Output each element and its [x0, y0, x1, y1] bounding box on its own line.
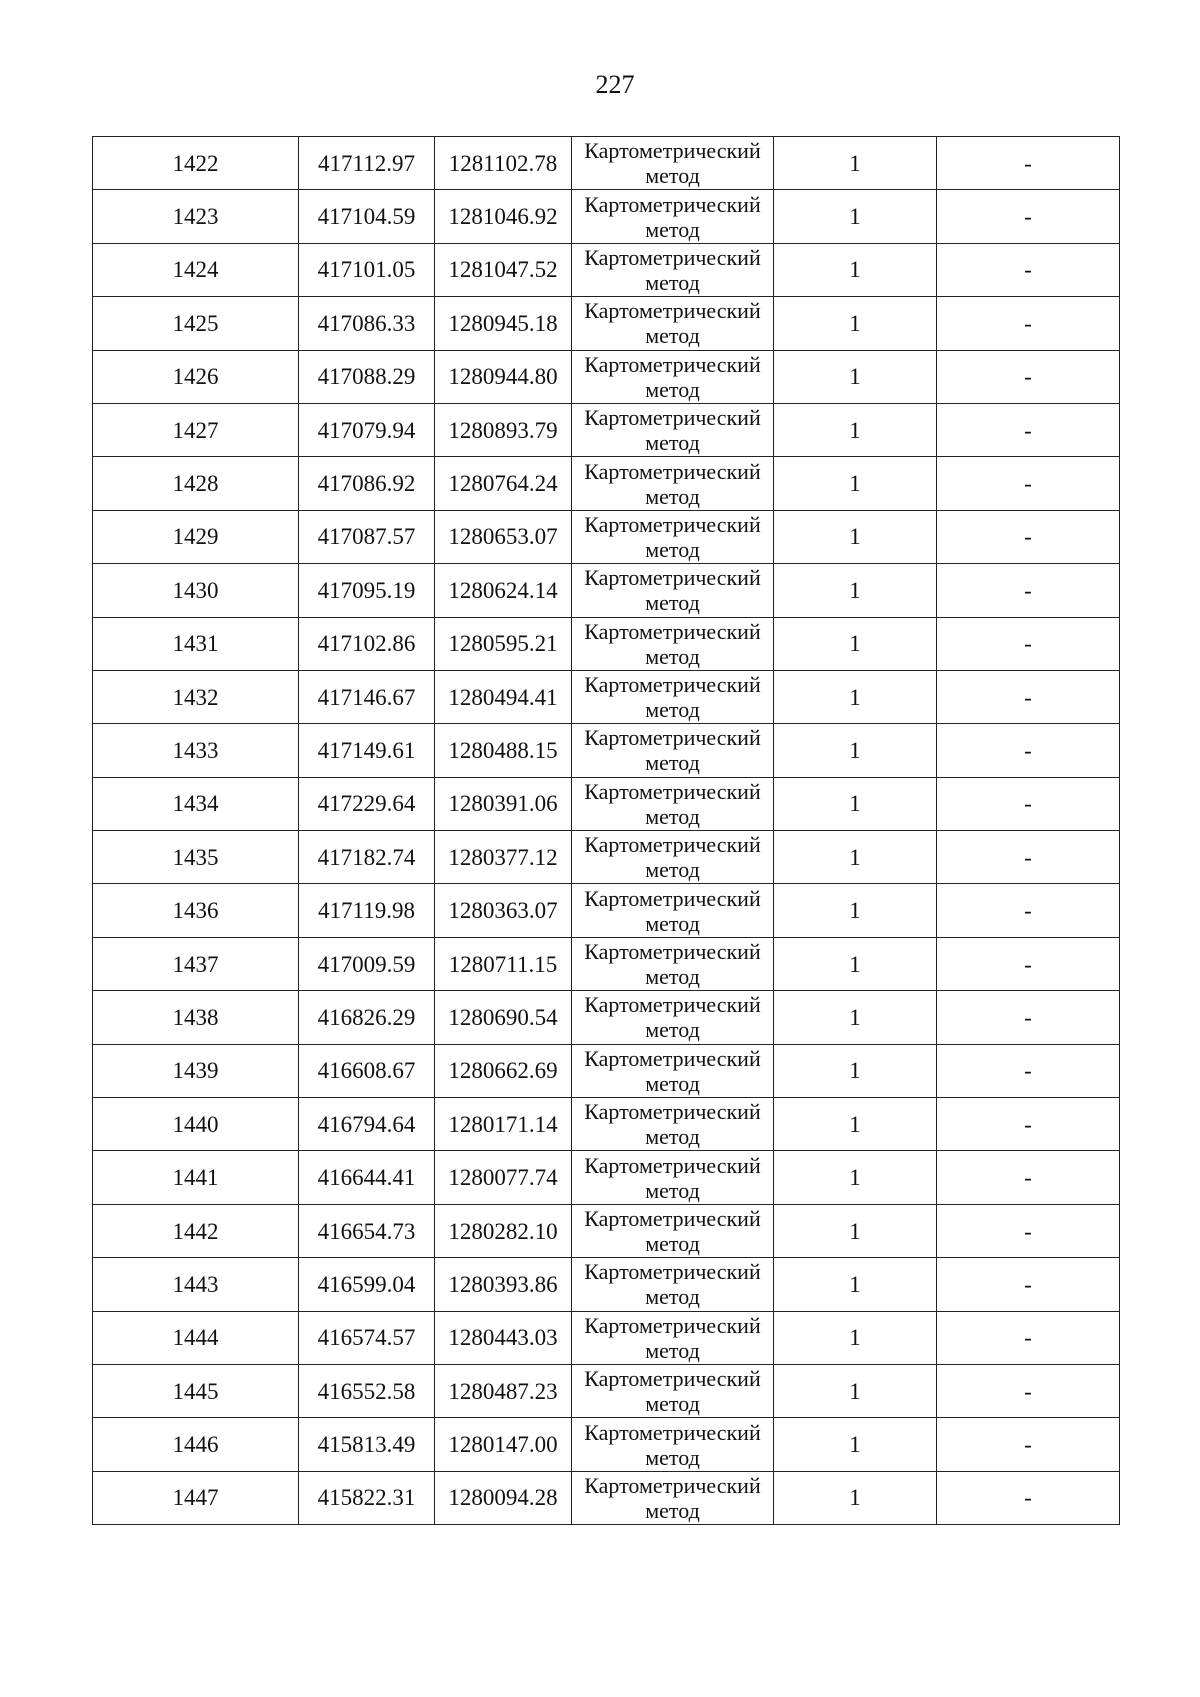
y-coordinate-cell: 1280690.54: [435, 991, 572, 1044]
y-coordinate-cell: 1281047.52: [435, 243, 572, 296]
accuracy-cell: 1: [774, 403, 937, 456]
note-cell: -: [937, 510, 1120, 563]
point-number-cell: 1447: [93, 1471, 299, 1524]
y-coordinate-cell: 1280393.86: [435, 1258, 572, 1311]
y-coordinate-cell: 1281046.92: [435, 190, 572, 243]
accuracy-cell: 1: [774, 831, 937, 884]
table-row: [93, 1204, 1120, 1257]
method-cell: [572, 350, 774, 403]
point-number-cell: 1428: [93, 457, 299, 510]
note-cell: -: [937, 1364, 1120, 1417]
method-line-1: Картометрический: [584, 138, 761, 164]
method-line-2: метод: [645, 1337, 700, 1363]
point-number-cell: 1441: [93, 1151, 299, 1204]
page-number: 227: [595, 70, 635, 99]
method-line-1: Картометрический: [584, 832, 761, 858]
coordinates-table-body: [93, 137, 1120, 1525]
method-line-2: метод: [645, 964, 700, 990]
y-coordinate-cell: 1280494.41: [435, 670, 572, 723]
method-line-2: метод: [645, 269, 700, 295]
method-line-1: Картометрический: [584, 1099, 761, 1125]
method-cell: [572, 1151, 774, 1204]
note-cell: -: [937, 137, 1120, 190]
accuracy-cell: 1: [774, 1204, 937, 1257]
method-line-2: метод: [645, 536, 700, 562]
accuracy-cell: 1: [774, 617, 937, 670]
point-number-cell: 1434: [93, 777, 299, 830]
note-cell: -: [937, 831, 1120, 884]
method-line-1: Картометрический: [584, 458, 761, 484]
point-number-cell: 1439: [93, 1044, 299, 1097]
x-coordinate-cell: 416552.58: [299, 1364, 435, 1417]
table-row: [93, 1044, 1120, 1097]
method-line-1: Картометрический: [584, 405, 761, 431]
accuracy-cell: 1: [774, 1418, 937, 1471]
note-cell: -: [937, 777, 1120, 830]
x-coordinate-cell: 416826.29: [299, 991, 435, 1044]
x-coordinate-cell: 417182.74: [299, 831, 435, 884]
y-coordinate-cell: 1281102.78: [435, 137, 572, 190]
method-cell: [572, 1258, 774, 1311]
point-number-cell: 1435: [93, 831, 299, 884]
method-line-2: метод: [645, 430, 700, 456]
y-coordinate-cell: 1280653.07: [435, 510, 572, 563]
coordinates-table: [92, 136, 1120, 1525]
table-row: [93, 510, 1120, 563]
point-number-cell: 1425: [93, 297, 299, 350]
method-line-1: Картометрический: [584, 1152, 761, 1178]
method-line-2: метод: [645, 1017, 700, 1043]
method-line-2: метод: [645, 323, 700, 349]
table-row: [93, 617, 1120, 670]
method-cell: [572, 670, 774, 723]
accuracy-cell: 1: [774, 1044, 937, 1097]
accuracy-cell: 1: [774, 1151, 937, 1204]
point-number-cell: 1445: [93, 1364, 299, 1417]
table-row: [93, 297, 1120, 350]
method-line-1: Картометрический: [584, 244, 761, 270]
table-row: [93, 1471, 1120, 1524]
note-cell: -: [937, 564, 1120, 617]
method-cell: [572, 457, 774, 510]
y-coordinate-cell: 1280488.15: [435, 724, 572, 777]
x-coordinate-cell: 417088.29: [299, 350, 435, 403]
note-cell: -: [937, 457, 1120, 510]
table-row: [93, 670, 1120, 723]
y-coordinate-cell: 1280487.23: [435, 1364, 572, 1417]
method-line-2: метод: [645, 643, 700, 669]
point-number-cell: 1437: [93, 937, 299, 990]
x-coordinate-cell: 417102.86: [299, 617, 435, 670]
table-row: [93, 1151, 1120, 1204]
y-coordinate-cell: 1280711.15: [435, 937, 572, 990]
note-cell: -: [937, 1098, 1120, 1151]
y-coordinate-cell: 1280944.80: [435, 350, 572, 403]
accuracy-cell: 1: [774, 564, 937, 617]
method-line-1: Картометрический: [584, 672, 761, 698]
y-coordinate-cell: 1280147.00: [435, 1418, 572, 1471]
point-number-cell: 1423: [93, 190, 299, 243]
table-row: [93, 937, 1120, 990]
method-line-2: метод: [645, 803, 700, 829]
x-coordinate-cell: 417119.98: [299, 884, 435, 937]
x-coordinate-cell: 416574.57: [299, 1311, 435, 1364]
point-number-cell: 1422: [93, 137, 299, 190]
point-number-cell: 1440: [93, 1098, 299, 1151]
x-coordinate-cell: 415813.49: [299, 1418, 435, 1471]
x-coordinate-cell: 417149.61: [299, 724, 435, 777]
x-coordinate-cell: 417009.59: [299, 937, 435, 990]
x-coordinate-cell: 417086.33: [299, 297, 435, 350]
note-cell: -: [937, 350, 1120, 403]
accuracy-cell: 1: [774, 190, 937, 243]
method-cell: [572, 831, 774, 884]
note-cell: -: [937, 1151, 1120, 1204]
note-cell: -: [937, 243, 1120, 296]
y-coordinate-cell: 1280363.07: [435, 884, 572, 937]
method-line-1: Картометрический: [584, 939, 761, 965]
accuracy-cell: 1: [774, 1364, 937, 1417]
method-line-2: метод: [645, 857, 700, 883]
table-row: [93, 350, 1120, 403]
table-row: [93, 1418, 1120, 1471]
method-cell: [572, 1364, 774, 1417]
x-coordinate-cell: 417095.19: [299, 564, 435, 617]
method-line-2: метод: [645, 1497, 700, 1523]
accuracy-cell: 1: [774, 1471, 937, 1524]
note-cell: -: [937, 1204, 1120, 1257]
method-line-2: метод: [645, 910, 700, 936]
method-cell: [572, 724, 774, 777]
method-cell: [572, 1418, 774, 1471]
table-row: [93, 243, 1120, 296]
method-line-2: метод: [645, 1391, 700, 1417]
x-coordinate-cell: 416794.64: [299, 1098, 435, 1151]
y-coordinate-cell: 1280624.14: [435, 564, 572, 617]
table-row: [93, 564, 1120, 617]
point-number-cell: 1429: [93, 510, 299, 563]
note-cell: -: [937, 1471, 1120, 1524]
method-cell: [572, 297, 774, 350]
table-row: [93, 831, 1120, 884]
note-cell: -: [937, 1418, 1120, 1471]
method-cell: [572, 937, 774, 990]
method-line-2: метод: [645, 163, 700, 189]
x-coordinate-cell: 416644.41: [299, 1151, 435, 1204]
x-coordinate-cell: 417086.92: [299, 457, 435, 510]
method-cell: [572, 617, 774, 670]
method-line-1: Картометрический: [584, 725, 761, 751]
point-number-cell: 1443: [93, 1258, 299, 1311]
y-coordinate-cell: 1280282.10: [435, 1204, 572, 1257]
y-coordinate-cell: 1280077.74: [435, 1151, 572, 1204]
accuracy-cell: 1: [774, 297, 937, 350]
table-row: [93, 137, 1120, 190]
method-line-1: Картометрический: [584, 191, 761, 217]
point-number-cell: 1426: [93, 350, 299, 403]
method-line-2: метод: [645, 376, 700, 402]
method-line-2: метод: [645, 750, 700, 776]
method-line-1: Картометрический: [584, 1419, 761, 1445]
point-number-cell: 1446: [93, 1418, 299, 1471]
y-coordinate-cell: 1280094.28: [435, 1471, 572, 1524]
x-coordinate-cell: 416599.04: [299, 1258, 435, 1311]
note-cell: -: [937, 670, 1120, 723]
x-coordinate-cell: 417101.05: [299, 243, 435, 296]
point-number-cell: 1427: [93, 403, 299, 456]
y-coordinate-cell: 1280171.14: [435, 1098, 572, 1151]
table-row: [93, 724, 1120, 777]
method-line-1: Картометрический: [584, 618, 761, 644]
y-coordinate-cell: 1280377.12: [435, 831, 572, 884]
x-coordinate-cell: 417112.97: [299, 137, 435, 190]
method-line-1: Картометрический: [584, 1472, 761, 1498]
method-cell: [572, 243, 774, 296]
method-line-1: Картометрический: [584, 1312, 761, 1338]
y-coordinate-cell: 1280893.79: [435, 403, 572, 456]
x-coordinate-cell: 415822.31: [299, 1471, 435, 1524]
method-line-1: Картометрический: [584, 298, 761, 324]
note-cell: -: [937, 1311, 1120, 1364]
table-row: [93, 1098, 1120, 1151]
accuracy-cell: 1: [774, 350, 937, 403]
method-line-1: Картометрический: [584, 1259, 761, 1285]
accuracy-cell: 1: [774, 670, 937, 723]
x-coordinate-cell: 417087.57: [299, 510, 435, 563]
x-coordinate-cell: 417146.67: [299, 670, 435, 723]
method-cell: [572, 1471, 774, 1524]
note-cell: -: [937, 403, 1120, 456]
x-coordinate-cell: 417079.94: [299, 403, 435, 456]
method-line-2: метод: [645, 216, 700, 242]
method-line-2: метод: [645, 483, 700, 509]
accuracy-cell: 1: [774, 1311, 937, 1364]
method-line-1: Картометрический: [584, 992, 761, 1018]
method-line-2: метод: [645, 1444, 700, 1470]
method-cell: [572, 510, 774, 563]
y-coordinate-cell: 1280443.03: [435, 1311, 572, 1364]
method-cell: [572, 564, 774, 617]
point-number-cell: 1438: [93, 991, 299, 1044]
table-row: [93, 884, 1120, 937]
x-coordinate-cell: 417229.64: [299, 777, 435, 830]
accuracy-cell: 1: [774, 1098, 937, 1151]
method-cell: [572, 1098, 774, 1151]
method-line-2: метод: [645, 590, 700, 616]
method-line-2: метод: [645, 697, 700, 723]
note-cell: -: [937, 991, 1120, 1044]
note-cell: -: [937, 724, 1120, 777]
accuracy-cell: 1: [774, 724, 937, 777]
method-cell: [572, 991, 774, 1044]
table-row: [93, 1258, 1120, 1311]
y-coordinate-cell: 1280595.21: [435, 617, 572, 670]
method-line-1: Картометрический: [584, 565, 761, 591]
x-coordinate-cell: 416608.67: [299, 1044, 435, 1097]
method-line-1: Картометрический: [584, 778, 761, 804]
method-line-1: Картометрический: [584, 1045, 761, 1071]
note-cell: -: [937, 884, 1120, 937]
note-cell: -: [937, 1044, 1120, 1097]
point-number-cell: 1442: [93, 1204, 299, 1257]
table-row: [93, 190, 1120, 243]
method-cell: [572, 1311, 774, 1364]
method-line-2: метод: [645, 1284, 700, 1310]
y-coordinate-cell: 1280945.18: [435, 297, 572, 350]
method-line-1: Картометрический: [584, 351, 761, 377]
accuracy-cell: 1: [774, 137, 937, 190]
accuracy-cell: 1: [774, 991, 937, 1044]
accuracy-cell: 1: [774, 884, 937, 937]
accuracy-cell: 1: [774, 1258, 937, 1311]
table-row: [93, 457, 1120, 510]
method-cell: [572, 777, 774, 830]
point-number-cell: 1433: [93, 724, 299, 777]
method-cell: [572, 190, 774, 243]
method-line-2: метод: [645, 1124, 700, 1150]
accuracy-cell: 1: [774, 457, 937, 510]
note-cell: -: [937, 1258, 1120, 1311]
note-cell: -: [937, 937, 1120, 990]
y-coordinate-cell: 1280662.69: [435, 1044, 572, 1097]
y-coordinate-cell: 1280391.06: [435, 777, 572, 830]
accuracy-cell: 1: [774, 937, 937, 990]
table-row: [93, 991, 1120, 1044]
note-cell: -: [937, 190, 1120, 243]
point-number-cell: 1444: [93, 1311, 299, 1364]
accuracy-cell: 1: [774, 510, 937, 563]
note-cell: -: [937, 297, 1120, 350]
accuracy-cell: 1: [774, 243, 937, 296]
method-line-1: Картометрический: [584, 1206, 761, 1231]
point-number-cell: 1436: [93, 884, 299, 937]
point-number-cell: 1431: [93, 617, 299, 670]
y-coordinate-cell: 1280764.24: [435, 457, 572, 510]
method-cell: [572, 1044, 774, 1097]
table-row: [93, 403, 1120, 456]
table-row: [93, 1364, 1120, 1417]
method-cell: [572, 403, 774, 456]
method-line-2: метод: [645, 1177, 700, 1203]
point-number-cell: 1430: [93, 564, 299, 617]
method-line-2: метод: [645, 1231, 700, 1256]
x-coordinate-cell: 417104.59: [299, 190, 435, 243]
point-number-cell: 1424: [93, 243, 299, 296]
method-cell: [572, 137, 774, 190]
table-row: [93, 1311, 1120, 1364]
point-number-cell: 1432: [93, 670, 299, 723]
method-line-2: метод: [645, 1070, 700, 1096]
method-cell: [572, 884, 774, 937]
method-line-1: Картометрический: [584, 885, 761, 911]
method-line-1: Картометрический: [584, 1366, 761, 1392]
method-line-1: Картометрический: [584, 511, 761, 537]
x-coordinate-cell: 416654.73: [299, 1204, 435, 1257]
method-cell: [572, 1204, 774, 1257]
note-cell: -: [937, 617, 1120, 670]
table-row: [93, 777, 1120, 830]
accuracy-cell: 1: [774, 777, 937, 830]
